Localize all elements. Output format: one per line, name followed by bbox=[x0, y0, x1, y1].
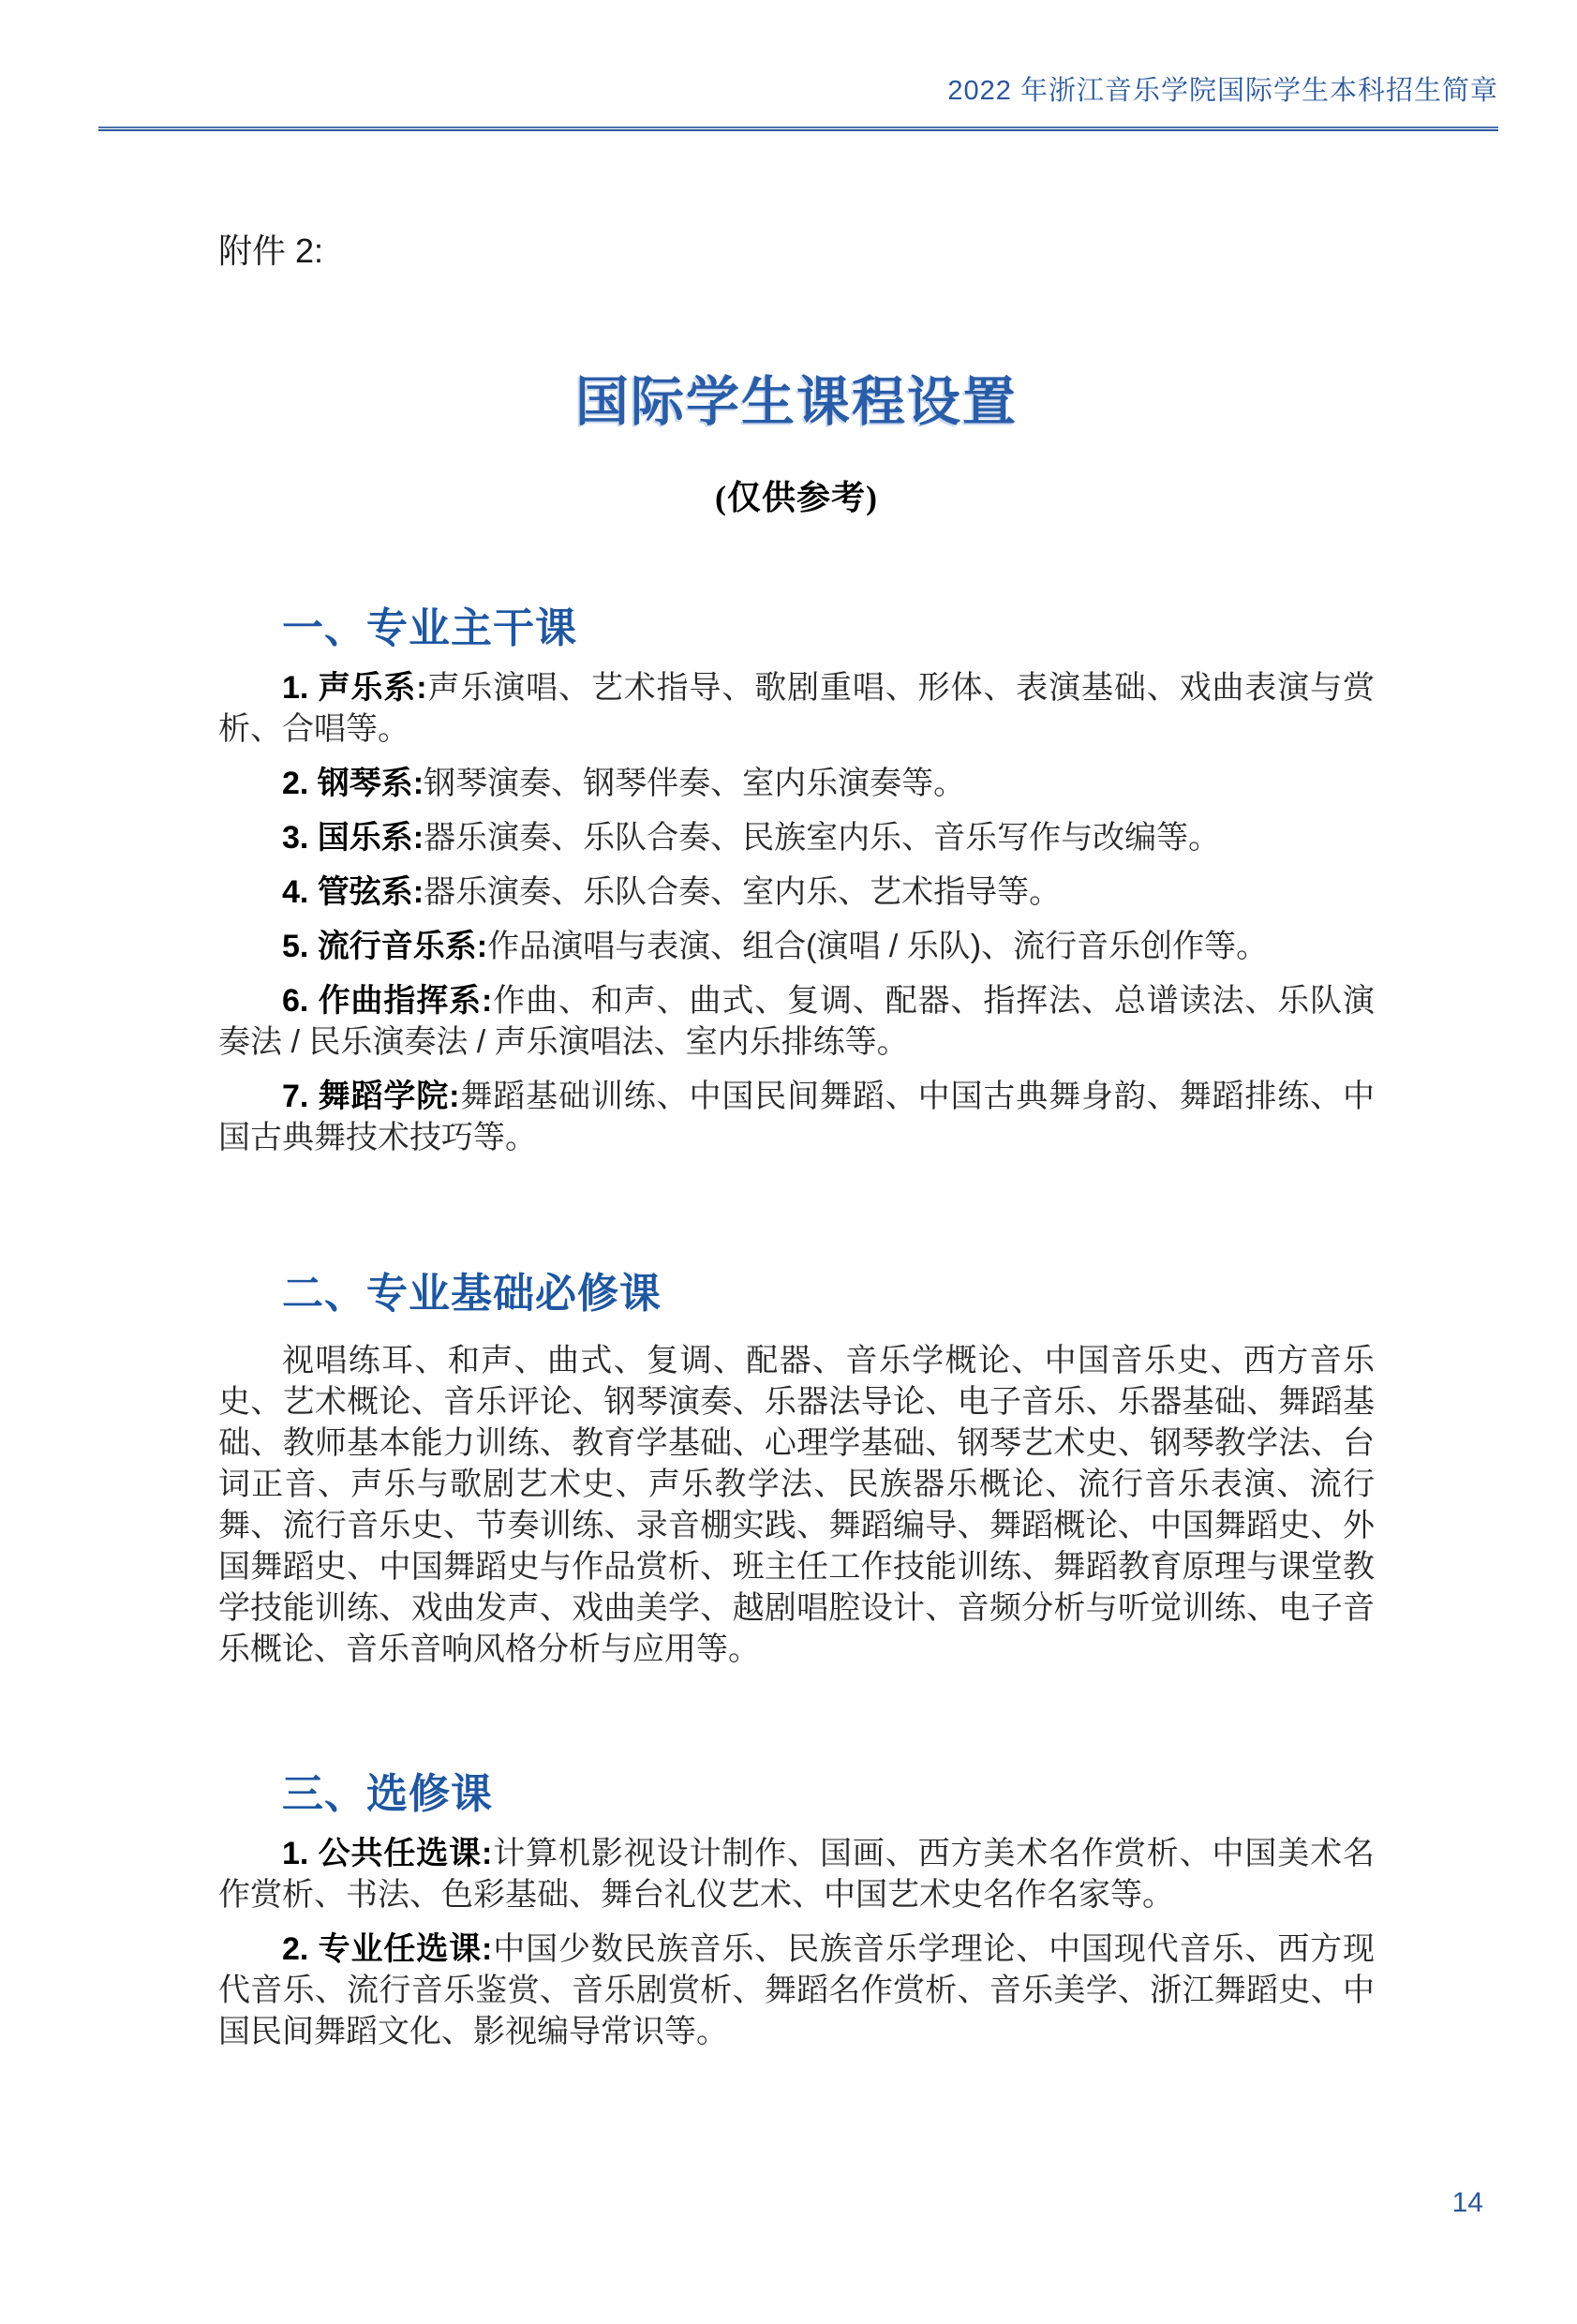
required-courses-paragraph: 视唱练耳、和声、曲式、复调、配器、音乐学概论、中国音乐史、西方音乐史、艺术概论、音乐评论、钢琴演奏、乐器法导论、电子音乐、乐器基础、舞蹈基础、教师基本能力训练、教育学基础、心理学基础、钢琴艺术史、钢琴教学法、台词正音、声乐与歌剧艺术史、声乐教学法、民族器乐概论、流行音乐表演、流行舞、流行音乐史、节奏训练、录音棚实践、舞蹈编导、舞蹈概论、中国舞蹈史、外国舞蹈史、中国舞蹈史与作品赏析、班主任工作技能训练、舞蹈教育原理与课堂教学技能训练、戏曲发声、戏曲美学、越剧唱腔设计、音频分析与听觉训练、电子音乐概论、音乐音响风格分析与应用等。 bbox=[218, 1343, 1375, 1667]
course-item-label: 5. 流行音乐系: bbox=[282, 929, 488, 964]
page-content bbox=[218, 225, 1375, 2052]
course-item-label: 3. 国乐系: bbox=[282, 820, 424, 856]
course-item-vocal bbox=[218, 667, 1375, 750]
document-title: 国际学生课程设置 bbox=[575, 373, 1018, 432]
course-item-text: 器乐演奏、乐队合奏、室内乐、艺术指导等。 bbox=[424, 874, 1062, 910]
course-item-piano bbox=[218, 763, 1375, 804]
course-item-pop-music bbox=[218, 926, 1375, 967]
course-item-label: 6. 作曲指挥系: bbox=[282, 983, 493, 1019]
document-subtitle: (仅供参考) bbox=[715, 479, 878, 516]
course-item-dance bbox=[218, 1076, 1375, 1158]
course-item-text: 作曲、和声、曲式、复调、配器、指挥法、总谱读法、乐队演奏法 / 民乐演奏法 / 声乐演唱法、室内乐排练等。 bbox=[218, 983, 1375, 1060]
elective-item-text: 计算机影视设计制作、国画、西方美术名作赏析、中国美术名作赏析、书法、色彩基础、舞台礼仪艺术、中国艺术史名作名家等。 bbox=[218, 1836, 1375, 1913]
course-item-text: 器乐演奏、乐队合奏、民族室内乐、音乐写作与改编等。 bbox=[424, 820, 1221, 856]
course-item-composition bbox=[218, 980, 1375, 1063]
course-item-label: 1. 声乐系: bbox=[282, 670, 427, 706]
section-heading-required-courses: 二、专业基础必修课 bbox=[282, 1271, 662, 1317]
header-title: 2022 年浙江音乐学院国际学生本科招生简章 bbox=[947, 76, 1498, 106]
course-item-label: 2. 钢琴系: bbox=[282, 766, 424, 801]
section-heading-major-courses: 一、专业主干课 bbox=[282, 605, 577, 651]
header-rule bbox=[98, 127, 1498, 131]
course-item-text: 钢琴演奏、钢琴伴奏、室内乐演奏等。 bbox=[424, 766, 966, 801]
course-item-chinese-music bbox=[218, 817, 1375, 858]
elective-item-label: 2. 专业任选课: bbox=[282, 1931, 493, 1967]
course-item-orchestral bbox=[218, 872, 1375, 913]
course-item-text: 舞蹈基础训练、中国民间舞蹈、中国古典舞身韵、舞蹈排练、中国古典舞技术技巧等。 bbox=[218, 1079, 1375, 1155]
elective-item-label: 1. 公共任选课: bbox=[282, 1836, 493, 1871]
attachment-label: 附件 2: bbox=[218, 231, 324, 270]
course-item-text: 声乐演唱、艺术指导、歌剧重唱、形体、表演基础、戏曲表演与赏析、合唱等。 bbox=[218, 670, 1375, 747]
elective-item-public bbox=[218, 1833, 1375, 1915]
course-item-label: 7. 舞蹈学院: bbox=[282, 1079, 460, 1114]
section-heading-elective-courses: 三、选修课 bbox=[282, 1771, 493, 1817]
elective-item-text: 中国少数民族音乐、民族音乐学理论、中国现代音乐、西方现代音乐、流行音乐鉴赏、音乐剧赏析、舞蹈名作赏析、音乐美学、浙江舞蹈史、中国民间舞蹈文化、影视编导常识等。 bbox=[218, 1931, 1375, 2049]
course-item-text: 作品演唱与表演、组合(演唱 / 乐队)、流行音乐创作等。 bbox=[487, 929, 1269, 964]
elective-item-professional bbox=[218, 1929, 1375, 2052]
course-item-label: 4. 管弦系: bbox=[282, 874, 424, 910]
page-header bbox=[98, 0, 1498, 108]
page-number: 14 bbox=[1451, 2187, 1483, 2218]
